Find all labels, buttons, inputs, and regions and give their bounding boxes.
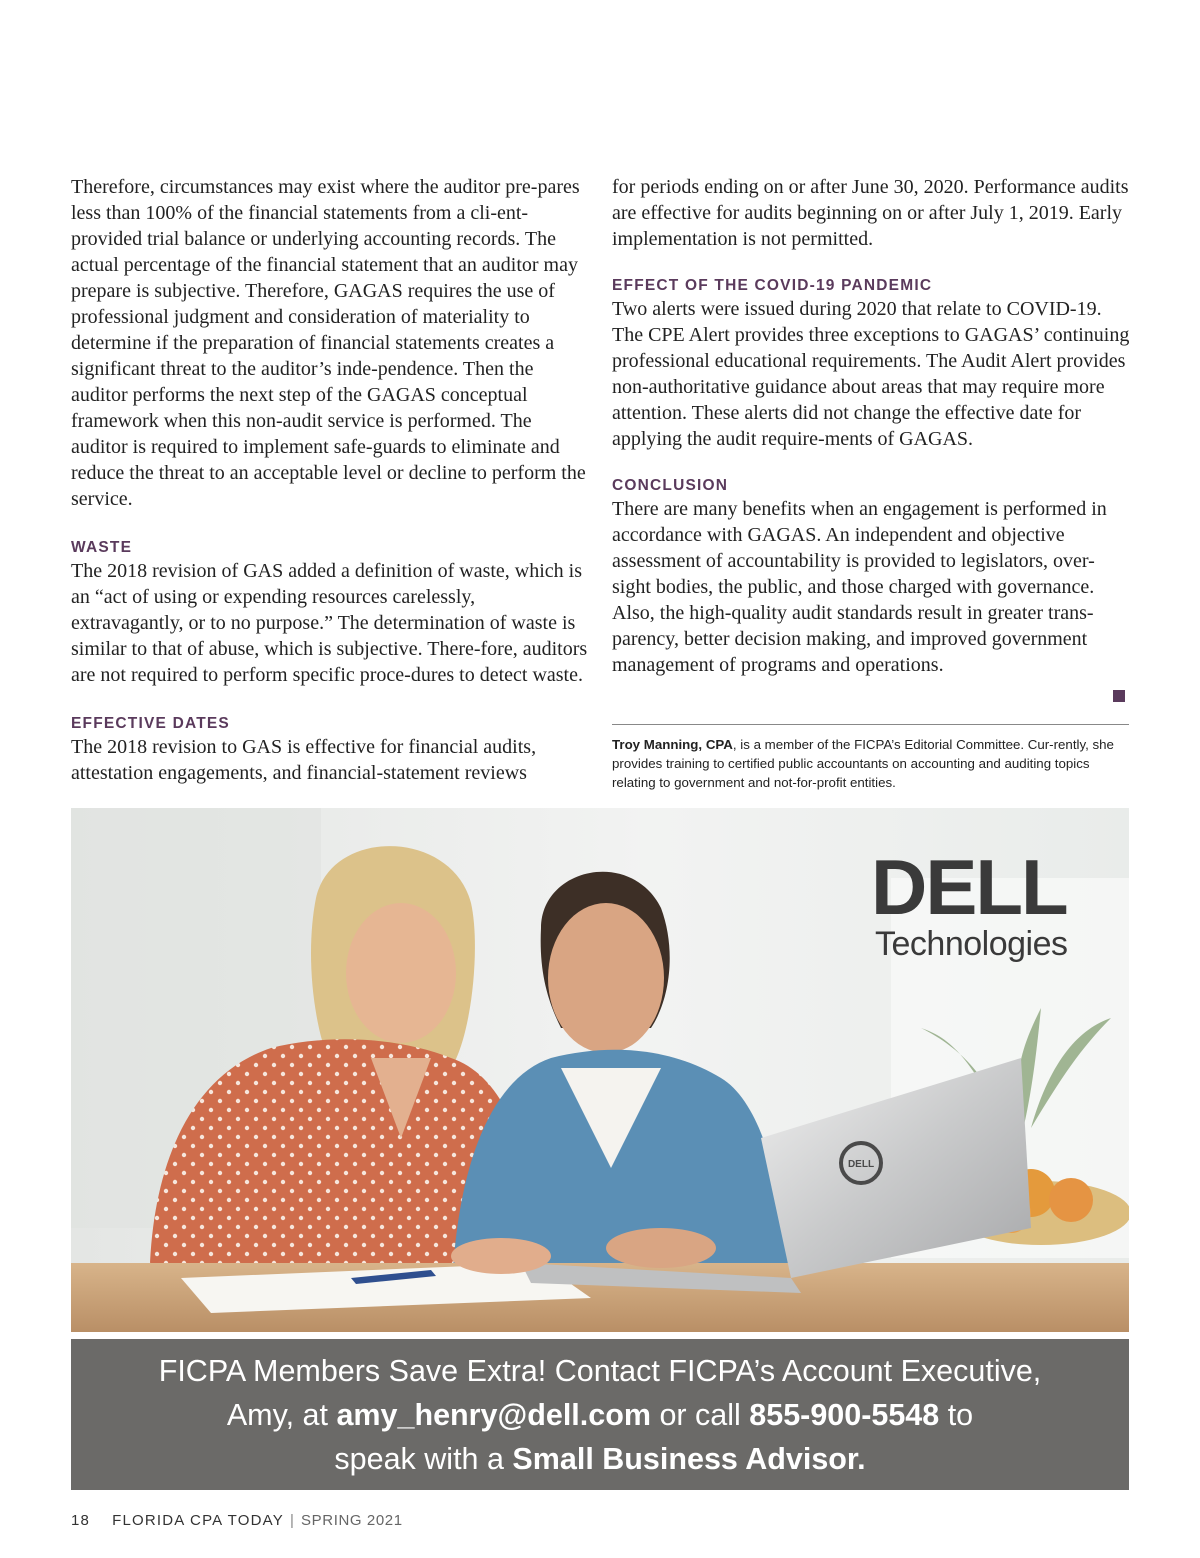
conclusion-paragraph: There are many benefits when an engagement is performed in accordance with GAGAS. An independent and objective assessment of accountability is provided to legislators, over-sight bodies, the public, and those charged with governance. Also, the high-quality audit standards result in greater trans-parency, better decision making, and improved government management of programs and operations.: [612, 498, 1107, 676]
ad-photo: [71, 808, 1129, 1332]
author-name: Troy Manning, CPA: [612, 737, 733, 752]
continuation-paragraph: for periods ending on or after June 30, 2020. Performance audits are effective for audits beginning on or after July 1, 2019. Early implementation is not permitted.: [612, 176, 1129, 250]
ad-line-3: [71, 1437, 1129, 1481]
left-column: [71, 174, 589, 786]
ad-line-2-suffix: to: [939, 1398, 974, 1432]
bio-divider: [612, 724, 1129, 725]
issue-name: SPRING 2021: [301, 1512, 403, 1529]
author-bio: [612, 735, 1132, 792]
author-bio-text: , is a member of the FICPA’s Editorial Committee. Cur-rently, she provides training to certified public accountants on accounting and auditing topics relating to government and not-for-profit entities.: [612, 737, 1114, 790]
laptop-dell-badge: DELL: [847, 1159, 875, 1170]
end-of-article-mark: [1113, 690, 1125, 702]
covid-heading: EFFECT OF THE COVID-19 PANDEMIC: [612, 277, 933, 294]
ad-advisor-text: Small Business Advisor.: [512, 1442, 866, 1476]
ad-banner: [71, 1339, 1129, 1490]
right-column: [612, 174, 1130, 678]
page-footer: [71, 1512, 403, 1529]
ad-line-2-mid: or call: [650, 1398, 750, 1432]
ad-phone-number[interactable]: 855-900-5548: [749, 1398, 940, 1432]
publication-name: FLORIDA CPA TODAY: [112, 1512, 284, 1529]
intro-paragraph: Therefore, circumstances may exist where the auditor pre-pares less than 100% of the financial statements from a cli-ent-provided trial balance or underlying accounting records. The actual percentage of the financial statement that an auditor may prepare is subjective. Therefore, GAGAS requires the use of professional judgment and consideration of materiality to determine if the preparation of financial statements creates a significant threat to the auditor’s inde-pendence. Then the auditor performs the next step of the GAGAS conceptual framework when this non-audit service is performed. The auditor is required to implement safe-guards to eliminate and reduce the threat to an acceptable level or decline to perform the service.: [71, 176, 586, 510]
dell-technologies-logo: [871, 843, 1081, 963]
ad-line-2-prefix: Amy, at: [226, 1398, 337, 1432]
effective-dates-paragraph: The 2018 revision to GAS is effective for financial audits, attestation engagements, and financial-statement reviews: [71, 736, 537, 784]
covid-paragraph: Two alerts were issued during 2020 that relate to COVID-19. The CPE Alert provides three exceptions to GAGAS’ continuing professional educational requirements. The Audit Alert provides non-authoritative guidance about areas that may require more attention. These alerts did not change the effective date for applying the audit require-ments of GAGAS.: [612, 298, 1130, 450]
ad-line-1: FICPA Members Save Extra! Contact FICPA’s Account Executive,: [158, 1354, 1042, 1388]
waste-paragraph: The 2018 revision of GAS added a definition of waste, which is an “act of using or expending resources carelessly, extravagantly, or to no purpose.” The determination of waste is similar to that of abuse, which is subjective. There-fore, auditors are not required to perform specific proce-dures to detect waste.: [71, 560, 588, 686]
dell-advertisement[interactable]: [71, 808, 1129, 1490]
dell-logo-sub: Technologies: [875, 925, 1068, 963]
footer-separator: |: [289, 1512, 296, 1529]
effective-dates-heading: EFFECTIVE DATES: [71, 715, 230, 732]
dell-logo-word: DELL: [871, 843, 1067, 931]
waste-heading: WASTE: [71, 539, 133, 556]
ad-email-link[interactable]: amy_henry@dell.com: [336, 1398, 651, 1432]
page-number: 18: [71, 1512, 91, 1529]
ad-line-3-prefix: speak with a: [334, 1442, 513, 1476]
conclusion-heading: CONCLUSION: [612, 477, 729, 494]
ad-line-2: [71, 1393, 1129, 1437]
